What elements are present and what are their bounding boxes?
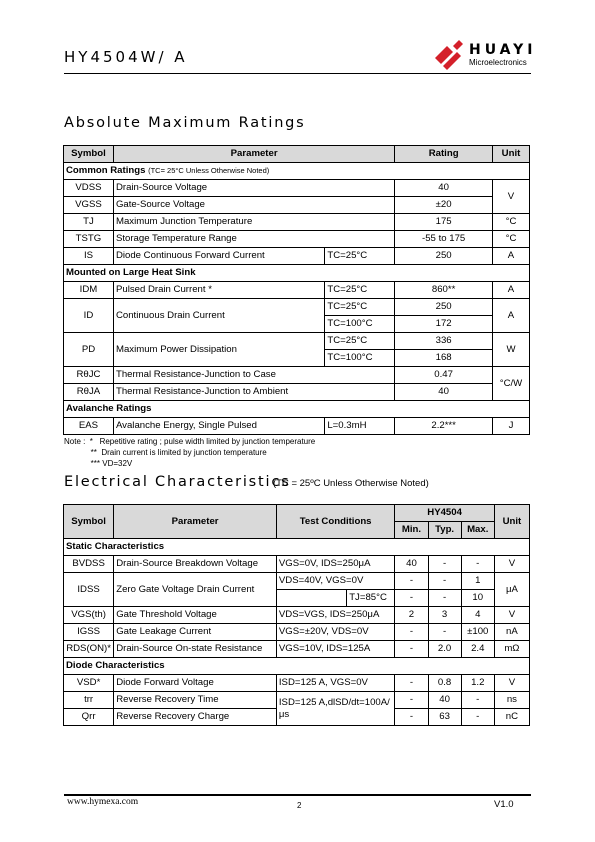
note-line: *** VD=32V	[64, 459, 133, 468]
common-ratings-label: Common Ratings	[66, 165, 146, 176]
parameter: Drain-Source Voltage	[113, 180, 394, 197]
table-row	[64, 675, 530, 692]
table-header-row	[64, 505, 530, 522]
col-parameter: Parameter	[113, 146, 394, 163]
rating: 168	[395, 350, 493, 367]
parameter: Reverse Recovery Time	[114, 692, 277, 709]
typ: -	[428, 573, 461, 590]
table-row	[64, 573, 530, 590]
col-symbol: Symbol	[64, 505, 114, 539]
parameter: Storage Temperature Range	[113, 231, 394, 248]
condition: TC=25°C	[325, 299, 395, 316]
part-number: HY4504W/ A	[64, 48, 188, 66]
col-unit: Unit	[493, 146, 530, 163]
typ: -	[428, 556, 461, 573]
col-test-conditions: Test Conditions	[276, 505, 395, 539]
unit: A	[493, 282, 530, 299]
parameter: Gate-Source Voltage	[113, 197, 394, 214]
min: -	[395, 624, 428, 641]
unit: V	[494, 607, 529, 624]
ec-condition: (TC = 25ºC Unless Otherwise Noted)	[273, 478, 429, 489]
unit: W	[493, 333, 530, 367]
common-ratings-cond: (TC= 25°C Unless Otherwise Noted)	[148, 166, 270, 175]
unit: J	[493, 418, 530, 435]
static-label: Static Characteristics	[64, 539, 530, 556]
table-row	[64, 367, 530, 384]
parameter: Thermal Resistance-Junction to Case	[113, 367, 394, 384]
typ: 2.0	[428, 641, 461, 658]
table-row	[64, 384, 530, 401]
table-row	[64, 418, 530, 435]
condition: VGS=10V, IDS=125A	[276, 641, 395, 658]
rating: 336	[395, 333, 493, 350]
logo-brand: HUAYI	[469, 42, 537, 58]
parameter: Maximum Power Dissipation	[113, 333, 324, 367]
parameter: Avalanche Energy, Single Pulsed	[113, 418, 324, 435]
table-header-row	[64, 146, 530, 163]
header-rule	[64, 73, 531, 74]
heatsink-label: Mounted on Large Heat Sink	[64, 265, 530, 282]
col-max: Max.	[461, 522, 494, 539]
table-row	[64, 624, 530, 641]
symbol: VSD*	[64, 675, 114, 692]
symbol: IDM	[64, 282, 114, 299]
footer-url[interactable]: www.hymexa.com	[67, 797, 139, 807]
symbol: trr	[64, 692, 114, 709]
common-ratings-row	[64, 163, 530, 180]
symbol: TSTG	[64, 231, 114, 248]
max: 4	[461, 607, 494, 624]
min: -	[395, 573, 428, 590]
notes	[64, 436, 315, 469]
page-number: 2	[297, 801, 302, 810]
electrical-characteristics-table	[63, 504, 530, 726]
col-unit: Unit	[494, 505, 529, 539]
amr-title: Absolute Maximum Ratings	[64, 115, 306, 131]
col-parameter: Parameter	[114, 505, 277, 539]
parameter: Gate Leakage Current	[114, 624, 277, 641]
unit: μA	[494, 573, 529, 607]
min: 2	[395, 607, 428, 624]
condition: VDS=VGS, IDS=250μA	[276, 607, 395, 624]
rating: 0.47	[395, 367, 493, 384]
symbol: RθJA	[64, 384, 114, 401]
unit: V	[494, 556, 529, 573]
rating: 40	[395, 384, 493, 401]
typ: 0.8	[428, 675, 461, 692]
symbol: IDSS	[64, 573, 114, 607]
symbol: VGS(th)	[64, 607, 114, 624]
table-row	[64, 299, 530, 316]
condition: TJ=85°C	[347, 590, 395, 607]
condition: L=0.3mH	[325, 418, 395, 435]
section-row	[64, 539, 530, 556]
parameter: Drain-Source On-state Resistance	[114, 641, 277, 658]
rating: 860**	[395, 282, 493, 299]
symbol: ID	[64, 299, 114, 333]
rating: 250	[395, 299, 493, 316]
condition: ISD=125 A, VGS=0V	[276, 675, 395, 692]
symbol: VDSS	[64, 180, 114, 197]
max: -	[461, 692, 494, 709]
symbol: PD	[64, 333, 114, 367]
rating: 40	[395, 180, 493, 197]
typ: 40	[428, 692, 461, 709]
version: V1.0	[494, 799, 514, 810]
ec-title: Electrical Characteristics	[64, 474, 291, 490]
table-row	[64, 214, 530, 231]
symbol: VGSS	[64, 197, 114, 214]
table-row	[64, 248, 530, 265]
max: 1.2	[461, 675, 494, 692]
symbol: RDS(ON)*	[64, 641, 114, 658]
max: 2.4	[461, 641, 494, 658]
condition: TC=100°C	[325, 316, 395, 333]
parameter: Pulsed Drain Current *	[113, 282, 324, 299]
table-row	[64, 282, 530, 299]
logo-subtitle: Microelectronics	[469, 58, 527, 67]
table-row	[64, 692, 530, 709]
condition: VGS=±20V, VDS=0V	[276, 624, 395, 641]
parameter: Continuous Drain Current	[113, 299, 324, 333]
section-row	[64, 265, 530, 282]
symbol: EAS	[64, 418, 114, 435]
symbol: BVDSS	[64, 556, 114, 573]
symbol: IGSS	[64, 624, 114, 641]
min: -	[395, 590, 428, 607]
unit: ns	[494, 692, 529, 709]
section-row	[64, 401, 530, 418]
rating: ±20	[395, 197, 493, 214]
huayi-logo	[433, 40, 543, 72]
condition: TC=25°C	[325, 248, 395, 265]
parameter: Thermal Resistance-Junction to Ambient	[113, 384, 394, 401]
unit: A	[493, 248, 530, 265]
col-device: HY4504	[395, 505, 494, 522]
rating: 172	[395, 316, 493, 333]
condition: TC=25°C	[325, 282, 395, 299]
table-row	[64, 197, 530, 214]
symbol: RθJC	[64, 367, 114, 384]
condition: TC=25°C	[325, 333, 395, 350]
max: 10	[461, 590, 494, 607]
col-symbol: Symbol	[64, 146, 114, 163]
rating: 2.2***	[395, 418, 493, 435]
min: -	[395, 641, 428, 658]
diode-label: Diode Characteristics	[64, 658, 530, 675]
symbol: Qrr	[64, 709, 114, 726]
parameter: Reverse Recovery Charge	[114, 709, 277, 726]
table-row	[64, 180, 530, 197]
parameter: Gate Threshold Voltage	[114, 607, 277, 624]
absolute-max-ratings-table	[63, 145, 530, 435]
table-row	[64, 556, 530, 573]
max: -	[461, 556, 494, 573]
table-row	[64, 641, 530, 658]
condition: VGS=0V, IDS=250μA	[276, 556, 395, 573]
typ: 3	[428, 607, 461, 624]
typ: -	[428, 590, 461, 607]
unit: mΩ	[494, 641, 529, 658]
table-row	[64, 231, 530, 248]
symbol: TJ	[64, 214, 114, 231]
avalanche-label: Avalanche Ratings	[64, 401, 530, 418]
parameter: Drain-Source Breakdown Voltage	[114, 556, 277, 573]
note-line: ** Drain current is limited by junction temperature	[64, 448, 267, 457]
max: 1	[461, 573, 494, 590]
unit: nA	[494, 624, 529, 641]
col-min: Min.	[395, 522, 428, 539]
parameter: Zero Gate Voltage Drain Current	[114, 573, 277, 607]
rating: -55 to 175	[395, 231, 493, 248]
min: -	[395, 675, 428, 692]
min: 40	[395, 556, 428, 573]
footer-rule	[64, 794, 531, 796]
symbol: IS	[64, 248, 114, 265]
table-row	[64, 333, 530, 350]
section-row	[64, 658, 530, 675]
condition: TC=100°C	[325, 350, 395, 367]
max: -	[461, 709, 494, 726]
unit: °C/W	[493, 367, 530, 401]
rating: 250	[395, 248, 493, 265]
unit: V	[493, 180, 530, 214]
condition: ISD=125 A,dlSD/dt=100A/μs	[276, 692, 395, 726]
max: ±100	[461, 624, 494, 641]
note-line: Note : * Repetitive rating ; pulse width limited by junction temperature	[64, 437, 316, 446]
unit: °C	[493, 214, 530, 231]
unit: V	[494, 675, 529, 692]
min: -	[395, 692, 428, 709]
unit: nC	[494, 709, 529, 726]
rating: 175	[395, 214, 493, 231]
min: -	[395, 709, 428, 726]
parameter: Maximum Junction Temperature	[113, 214, 394, 231]
col-rating: Rating	[395, 146, 493, 163]
unit: °C	[493, 231, 530, 248]
condition: VDS=40V, VGS=0V	[276, 573, 395, 590]
parameter: Diode Continuous Forward Current	[113, 248, 324, 265]
unit: A	[493, 299, 530, 333]
table-row	[64, 607, 530, 624]
typ: 63	[428, 709, 461, 726]
col-typ: Typ.	[428, 522, 461, 539]
parameter: Diode Forward Voltage	[114, 675, 277, 692]
huayi-logo-icon	[433, 40, 467, 70]
typ: -	[428, 624, 461, 641]
